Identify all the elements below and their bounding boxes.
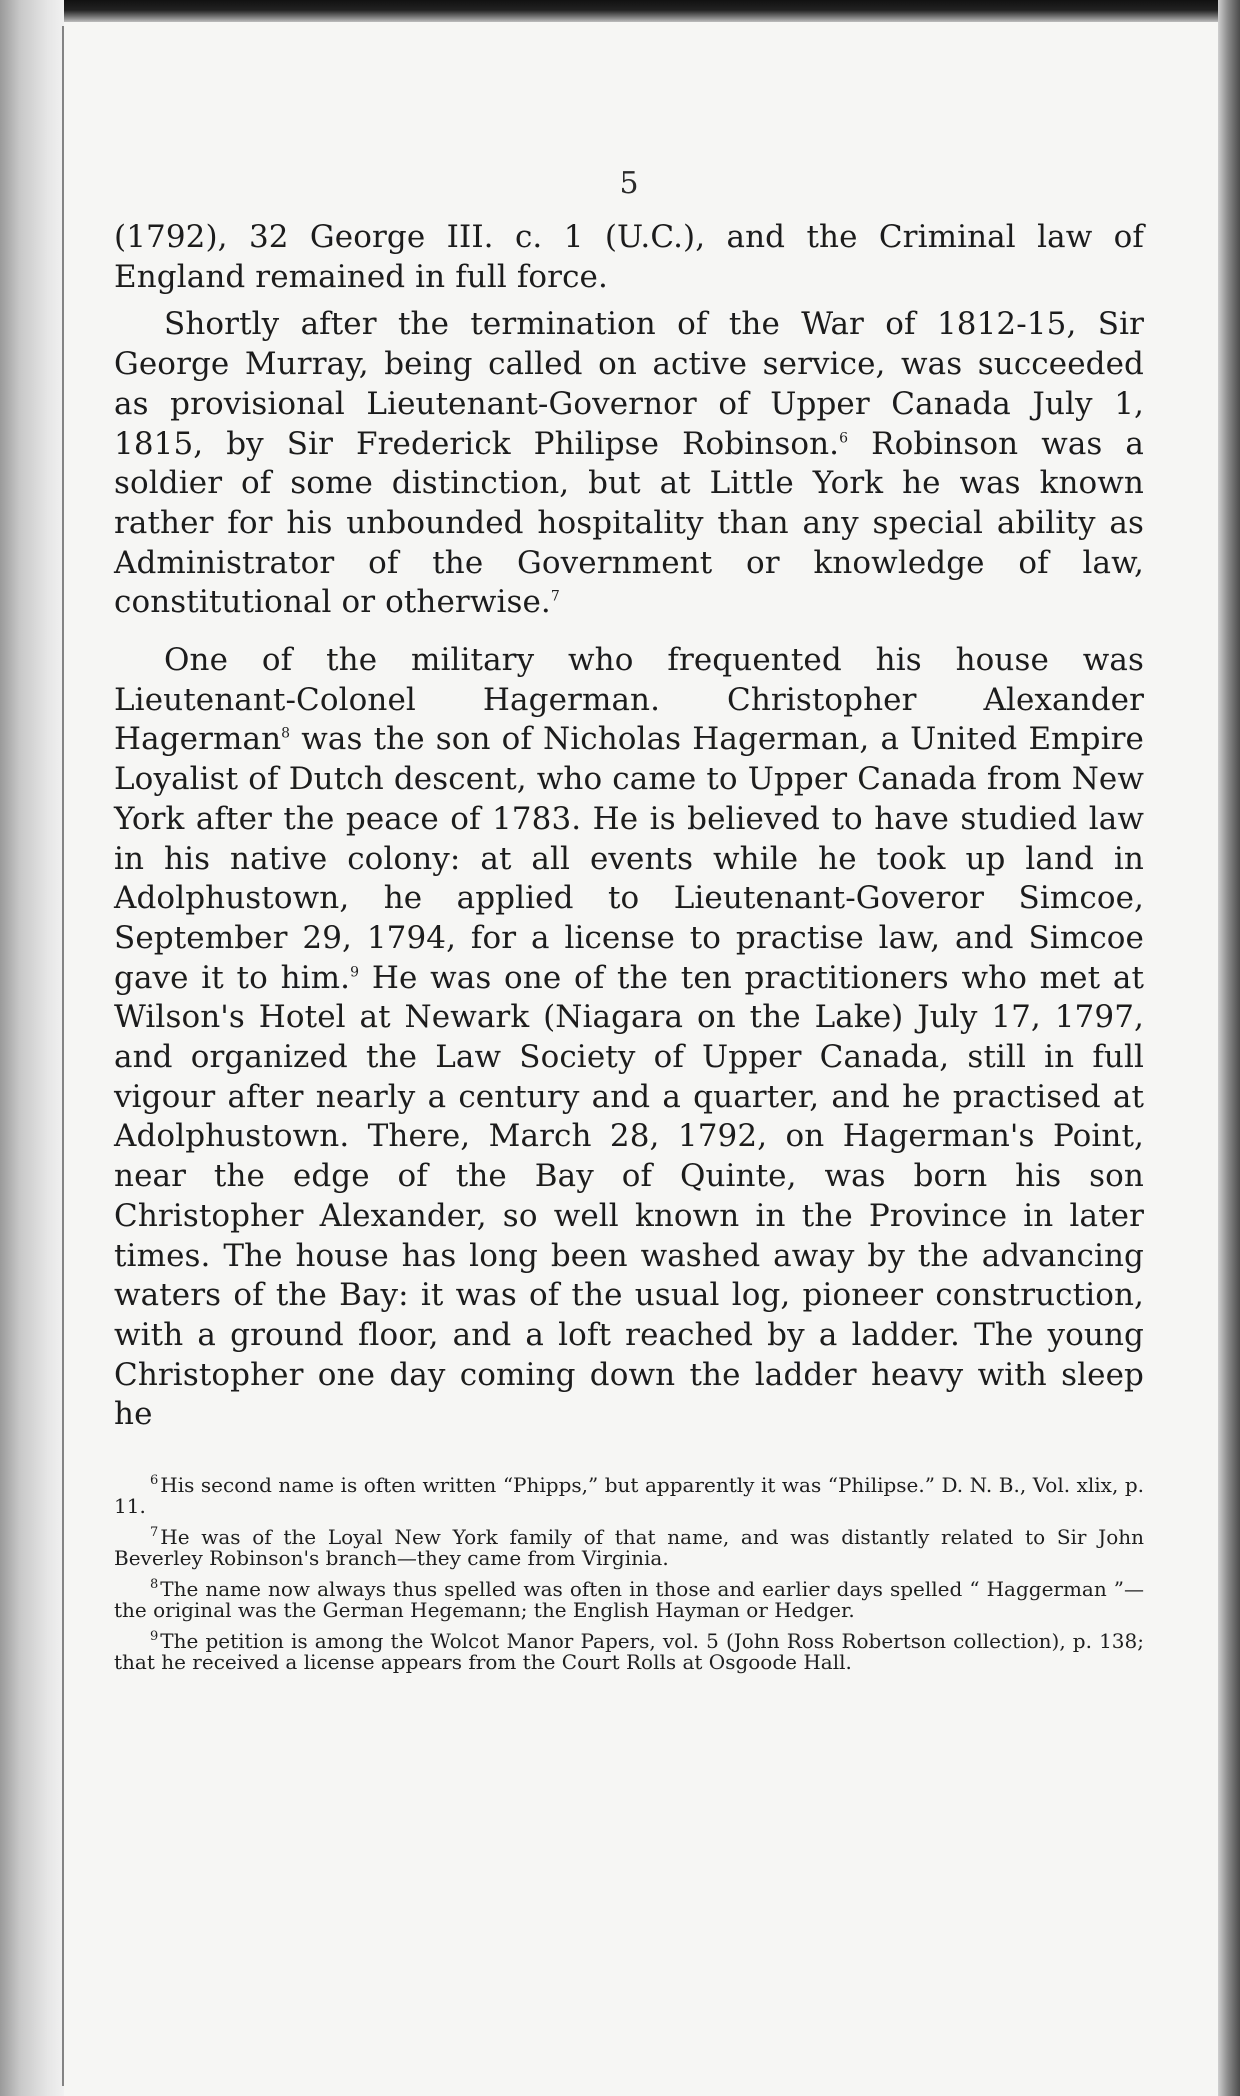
body-text [114, 218, 1144, 1435]
paragraph-text: Shortly after the termination of the War of 1812-15, Sir George Murray, being called on active service, was succeeded as provisional Lieutenant-Governor of Upper Canada July 1, 1815, by Sir Frederick Philipse Robinson. [114, 306, 1144, 462]
scan-left-edge [0, 0, 64, 2096]
paragraph-p1 [114, 218, 1144, 297]
footnote-text: His second name is often written “Phipps,” but apparently it was “Philipse.” D. N. B., Vol. xlix, p. 11. [114, 1473, 1144, 1519]
footnote-mark: 7 [150, 1525, 159, 1541]
footnotes [114, 1475, 1144, 1673]
paragraph-text: One of the military who frequented his house was Lieutenant-Colonel Hagerman. Christopher Alexander Hagerman [114, 642, 1144, 758]
paragraph-p2 [114, 305, 1144, 623]
footnote-reference: 9 [350, 964, 360, 981]
footnote-mark: 8 [150, 1577, 159, 1593]
scan-right-edge [1218, 0, 1240, 2096]
footnote-text: The petition is among the Wolcot Manor Papers, vol. 5 (John Ross Robertson collection), p. 138; that he received a license appears from the Court Rolls at Osgoode Hall. [114, 1629, 1144, 1675]
paragraph-text: Robinson was a soldier of some distinction, but at Little York he was known rather for his unbounded hospitality than any special ability as Administrator of the Government or knowledge of law, constitutional or otherwise. [114, 425, 1144, 621]
paragraph-p3 [114, 641, 1144, 1435]
paragraph-text: (1792), 32 George III. c. 1 (U.C.), and the Criminal law of England remained in full force. [114, 219, 1144, 295]
footnote [114, 1475, 1144, 1517]
footnote-reference: 8 [281, 726, 291, 743]
paragraph-text: He was one of the ten practitioners who met at Wilson's Hotel at Newark (Niagara on the Lake) July 17, 1797, and organized the Law Society of Upper Canada, still in full vigour after nearly a century and a quarter, and he practised at Adolphustown. There, March 28, 1792, on Hagerman's Point, near the edge of the Bay of Quinte, was born his son Christopher Alexander, so well known in the Province in later times. The house has long been washed away by the advancing waters of the Bay: it was of the usual log, pioneer construction, with a ground floor, and a loft reached by a ladder. The young Christopher one day coming down the ladder heavy with sleep he [114, 959, 1145, 1433]
page-number: 5 [619, 166, 639, 201]
page-content [114, 166, 1145, 1683]
footnote [114, 1579, 1144, 1621]
footnote [114, 1631, 1144, 1673]
paragraph-text: was the son of Nicholas Hagerman, a United Empire Loyalist of Dutch descent, who came to Upper Canada from New York after the peace of 1783. He is believed to have studied law in his native colony: at all events while he took up land in Adolphustown, he applied to Lieutenant-Goveror Simcoe, September 29, 1794, for a license to practise law, and Simcoe gave it to him. [114, 721, 1144, 996]
footnote-mark: 6 [150, 1473, 159, 1489]
footnote-reference: 7 [550, 589, 560, 605]
footnote-reference: 6 [839, 430, 849, 447]
footnote [114, 1527, 1144, 1569]
footnote-mark: 9 [150, 1629, 159, 1645]
footnote-text: He was of the Loyal New York family of that name, and was distantly related to Sir John Beverley Robinson's branch—they came from Virginia. [114, 1525, 1144, 1571]
document-page [64, 22, 1218, 2096]
scan-top-edge [0, 0, 1240, 22]
footnote-text: The name now always thus spelled was often in those and earlier days spelled “ Haggerman ”—the original was the German Hegemann; the English Hayman or Hedger. [114, 1577, 1144, 1623]
